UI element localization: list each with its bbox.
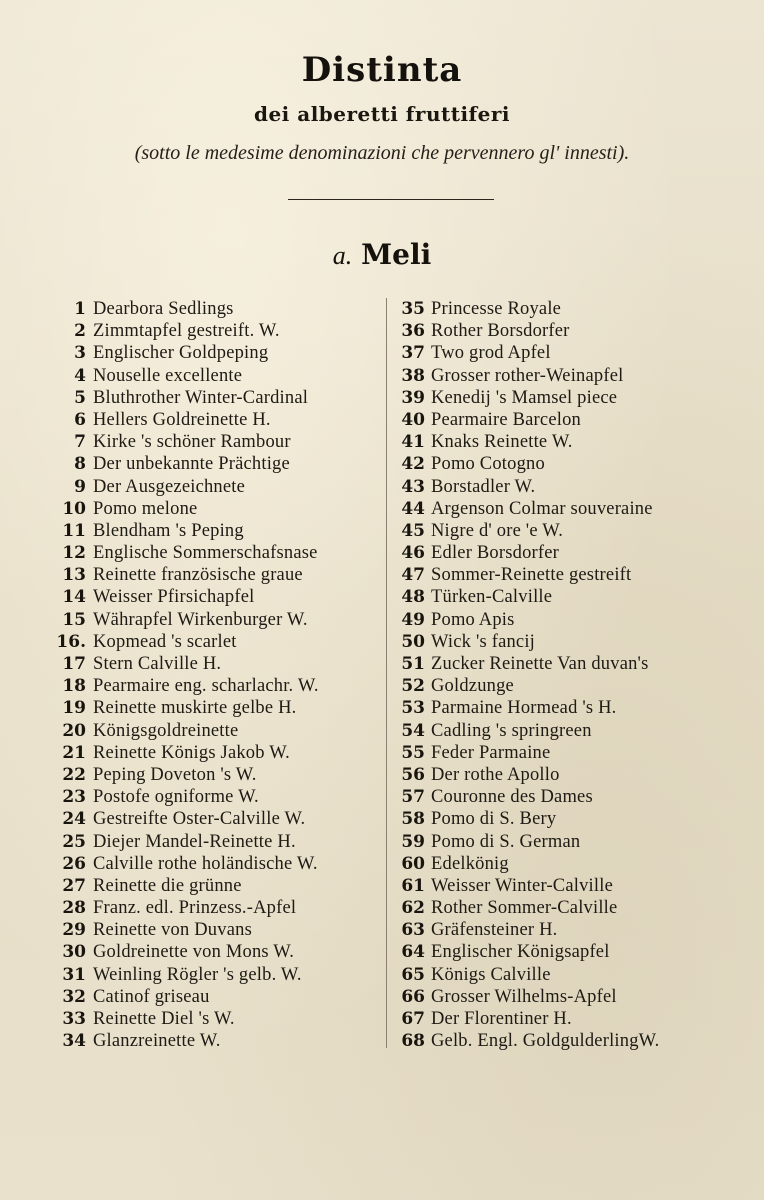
document-subtitle: dei alberetti fruttiferi xyxy=(253,102,511,126)
list-item xyxy=(52,431,382,453)
list-item xyxy=(52,498,382,520)
list-item xyxy=(52,764,382,786)
item-number: 29 xyxy=(62,920,86,941)
list-item xyxy=(52,342,382,364)
item-name: Gräfensteiner H. xyxy=(431,920,558,941)
list-item xyxy=(392,342,718,364)
list-item xyxy=(52,365,382,387)
item-number: 28 xyxy=(62,898,86,919)
item-number: 44 xyxy=(401,498,425,519)
list-item xyxy=(392,542,718,564)
list-item xyxy=(392,897,718,919)
list-item xyxy=(52,986,382,1008)
item-number: 32 xyxy=(62,986,86,1007)
item-number: 48 xyxy=(401,587,425,608)
item-number: 33 xyxy=(62,1009,86,1029)
item-name: Two grod Apfel xyxy=(431,343,551,364)
item-number: 63 xyxy=(401,920,425,941)
item-name: Franz. edl. Prinzess.-Apfel xyxy=(93,898,297,919)
list-item xyxy=(52,675,382,697)
document-title: Distinta xyxy=(301,50,463,90)
list-item xyxy=(392,764,718,786)
list-item xyxy=(52,542,382,564)
list-item xyxy=(52,786,382,808)
item-name: Hellers Goldreinette H. xyxy=(93,409,271,430)
left-column-list xyxy=(52,298,382,1052)
item-number: 37 xyxy=(401,343,425,364)
item-name: Reinette Königs Jakob W. xyxy=(93,742,290,763)
section-header xyxy=(0,238,764,271)
item-name: Nouselle excellente xyxy=(93,365,243,386)
list-item xyxy=(52,941,382,963)
item-name: Türken-Calville xyxy=(431,587,553,608)
item-number: 43 xyxy=(401,476,425,497)
document-note: (sotto le medesime denominazioni che pervennero gl' innesti). xyxy=(134,142,630,164)
column-divider xyxy=(386,298,387,1048)
item-name: Kirke 's schöner Rambour xyxy=(93,432,291,453)
list-item xyxy=(52,564,382,586)
item-name: Rother Borsdorfer xyxy=(431,321,570,342)
list-item xyxy=(52,631,382,653)
item-number: 39 xyxy=(401,387,425,408)
item-name: Englischer Goldpeping xyxy=(93,343,269,364)
item-name: Pearmaire Barcelon xyxy=(431,409,581,430)
item-number: 9 xyxy=(74,476,86,497)
item-number: 64 xyxy=(401,942,425,963)
item-number: 19 xyxy=(62,698,86,719)
list-item xyxy=(52,742,382,764)
list-item xyxy=(52,1008,382,1030)
list-item xyxy=(392,609,718,631)
list-item xyxy=(392,453,718,475)
section-heading: Meli xyxy=(361,238,432,271)
item-number: 34 xyxy=(62,1031,86,1052)
item-name: Der unbekannte Prächtige xyxy=(93,454,290,475)
item-number: 4 xyxy=(74,365,86,386)
section-letter: a. xyxy=(332,241,353,270)
item-number: 47 xyxy=(401,565,425,586)
list-item xyxy=(392,720,718,742)
list-item xyxy=(392,964,718,986)
list-item xyxy=(52,697,382,719)
list-item xyxy=(392,653,718,675)
item-number: 52 xyxy=(401,676,425,697)
list-item xyxy=(52,453,382,475)
list-item xyxy=(392,631,718,653)
item-number: 13 xyxy=(62,565,86,586)
item-name: Argenson Colmar souveraine xyxy=(431,498,653,519)
item-number: 68 xyxy=(401,1031,425,1052)
item-name: Reinette von Duvans xyxy=(93,920,252,941)
item-number: 17 xyxy=(62,654,86,674)
item-number: 54 xyxy=(401,720,425,741)
item-number: 12 xyxy=(62,543,86,564)
item-name: Borstadler W. xyxy=(431,476,536,497)
list-item xyxy=(392,986,718,1008)
item-name: Glanzreinette W. xyxy=(93,1031,221,1052)
item-name: Pomo di S. Bery xyxy=(431,809,557,830)
list-item xyxy=(52,409,382,431)
item-name: Edelkönig xyxy=(431,853,509,874)
list-item xyxy=(392,586,718,608)
list-item xyxy=(392,520,718,542)
item-number: 57 xyxy=(401,787,425,808)
item-name: Königsgoldreinette xyxy=(93,720,239,741)
item-number: 20 xyxy=(62,720,86,741)
item-name: Grosser rother-Weinapfel xyxy=(431,365,624,386)
item-number: 30 xyxy=(62,942,86,963)
list-item xyxy=(52,853,382,875)
item-number: 61 xyxy=(401,875,425,896)
item-number: 14 xyxy=(62,587,86,608)
list-item xyxy=(52,919,382,941)
item-name: Weisser Winter-Calville xyxy=(431,875,613,896)
item-name: Feder Parmaine xyxy=(431,742,551,763)
item-number: 59 xyxy=(401,831,425,852)
item-name: Reinette die grünne xyxy=(93,875,242,896)
list-item xyxy=(52,320,382,342)
list-item xyxy=(392,298,718,320)
item-number: 35 xyxy=(401,299,425,319)
list-item xyxy=(392,1030,718,1052)
item-number: 18 xyxy=(62,676,86,697)
item-name: Englischer Königsapfel xyxy=(431,942,610,963)
list-item xyxy=(52,808,382,830)
item-number: 50 xyxy=(401,631,425,652)
list-item xyxy=(392,365,718,387)
list-item xyxy=(52,897,382,919)
item-name: Weinling Rögler 's gelb. W. xyxy=(93,964,302,985)
item-number: 22 xyxy=(62,764,86,785)
right-column-list xyxy=(392,298,718,1052)
item-name: Knaks Reinette W. xyxy=(431,432,573,453)
item-name: Rother Sommer-Calville xyxy=(431,898,618,919)
item-name: Reinette Diel 's W. xyxy=(93,1009,235,1029)
item-number: 24 xyxy=(62,809,86,830)
list-item xyxy=(52,476,382,498)
item-number: 8 xyxy=(74,454,86,475)
item-number: 1 xyxy=(74,299,86,319)
list-item xyxy=(392,431,718,453)
item-name: Pomo melone xyxy=(93,498,198,519)
item-number: 2 xyxy=(74,321,86,342)
item-name: Pearmaire eng. scharlachr. W. xyxy=(93,676,319,697)
item-name: Stern Calville H. xyxy=(93,654,222,674)
item-number: 58 xyxy=(401,809,425,830)
item-name: Kopmead 's scarlet xyxy=(93,631,237,652)
item-name: Princesse Royale xyxy=(431,299,562,319)
list-item xyxy=(392,564,718,586)
horizontal-rule xyxy=(288,199,494,200)
item-number: 51 xyxy=(401,654,425,674)
item-number: 15 xyxy=(62,609,86,630)
item-name: Cadling 's springreen xyxy=(431,720,592,741)
item-number: 56 xyxy=(401,764,425,785)
item-name: Catinof griseau xyxy=(93,986,210,1007)
item-name: Der Ausgezeichnete xyxy=(93,476,246,497)
list-item xyxy=(52,875,382,897)
item-name: Nigre d' ore 'e W. xyxy=(431,520,564,541)
list-item xyxy=(52,520,382,542)
list-item xyxy=(52,720,382,742)
item-number: 6 xyxy=(74,409,86,430)
item-name: Pomo di S. German xyxy=(431,831,581,852)
item-number: 27 xyxy=(62,875,86,896)
item-number: 16. xyxy=(56,631,86,652)
item-number: 60 xyxy=(401,853,425,874)
item-number: 5 xyxy=(74,387,86,408)
item-name: Zucker Reinette Van duvan's xyxy=(431,654,649,674)
item-number: 55 xyxy=(401,742,425,763)
item-name: Pomo Cotogno xyxy=(431,454,545,475)
item-number: 38 xyxy=(401,365,425,386)
list-item xyxy=(392,941,718,963)
list-item xyxy=(392,675,718,697)
item-number: 21 xyxy=(62,742,86,763)
list-item xyxy=(392,786,718,808)
item-number: 53 xyxy=(401,698,425,719)
item-number: 67 xyxy=(401,1009,425,1029)
item-number: 42 xyxy=(401,454,425,475)
list-item xyxy=(392,1008,718,1030)
item-number: 41 xyxy=(401,432,425,453)
list-item xyxy=(52,387,382,409)
item-number: 46 xyxy=(401,543,425,564)
item-name: Bluthrother Winter-Cardinal xyxy=(93,387,309,408)
item-name: Der Florentiner H. xyxy=(431,1009,572,1029)
item-name: Couronne des Dames xyxy=(431,787,593,808)
item-name: Sommer-Reinette gestreift xyxy=(431,565,632,586)
item-name: Der rothe Apollo xyxy=(431,764,560,785)
item-name: Zimmtapfel gestreift. W. xyxy=(93,321,280,342)
item-name: Weisser Pfirsichapfel xyxy=(93,587,255,608)
item-number: 11 xyxy=(62,520,86,541)
item-number: 49 xyxy=(401,609,425,630)
item-number: 65 xyxy=(401,964,425,985)
list-item xyxy=(392,808,718,830)
list-item xyxy=(392,387,718,409)
list-item xyxy=(392,853,718,875)
item-name: Goldreinette von Mons W. xyxy=(93,942,295,963)
list-item xyxy=(392,875,718,897)
item-number: 31 xyxy=(62,964,86,985)
list-item xyxy=(52,653,382,675)
item-number: 23 xyxy=(62,787,86,808)
item-number: 40 xyxy=(401,409,425,430)
item-name: Reinette muskirte gelbe H. xyxy=(93,698,297,719)
item-number: 36 xyxy=(401,321,425,342)
item-number: 10 xyxy=(62,498,86,519)
item-name: Peping Doveton 's W. xyxy=(93,764,257,785)
item-name: Pomo Apis xyxy=(431,609,515,630)
list-item xyxy=(52,298,382,320)
item-number: 3 xyxy=(74,343,86,364)
item-number: 25 xyxy=(62,831,86,852)
item-name: Diejer Mandel-Reinette H. xyxy=(93,831,296,852)
list-item xyxy=(52,586,382,608)
item-name: Postofe ogniforme W. xyxy=(93,787,259,808)
list-item xyxy=(392,498,718,520)
list-item xyxy=(52,1030,382,1052)
item-name: Währapfel Wirkenburger W. xyxy=(93,609,308,630)
list-item xyxy=(52,609,382,631)
item-name: Königs Calville xyxy=(431,964,551,985)
list-item xyxy=(392,409,718,431)
item-number: 45 xyxy=(401,520,425,541)
item-number: 66 xyxy=(401,986,425,1007)
item-number: 7 xyxy=(74,432,86,453)
item-name: Kenedij 's Mamsel piece xyxy=(431,387,618,408)
item-name: Reinette französische graue xyxy=(93,565,303,586)
item-name: Blendham 's Peping xyxy=(93,520,244,541)
item-name: Englische Sommerschafsnase xyxy=(93,543,318,564)
list-item xyxy=(52,831,382,853)
item-name: Calville rothe holändische W. xyxy=(93,853,318,874)
item-name: Gestreifte Oster-Calville W. xyxy=(93,809,306,830)
item-number: 26 xyxy=(62,853,86,874)
item-name: Edler Borsdorfer xyxy=(431,543,560,564)
item-name: Gelb. Engl. GoldgulderlingW. xyxy=(431,1031,660,1052)
list-item xyxy=(392,697,718,719)
list-item xyxy=(392,919,718,941)
list-item xyxy=(392,742,718,764)
item-name: Grosser Wilhelms-Apfel xyxy=(431,986,617,1007)
item-name: Wick 's fancij xyxy=(431,631,536,652)
list-item xyxy=(52,964,382,986)
list-item xyxy=(392,831,718,853)
item-name: Goldzunge xyxy=(431,676,514,697)
item-number: 62 xyxy=(401,898,425,919)
item-name: Parmaine Hormead 's H. xyxy=(431,698,617,719)
list-item xyxy=(392,476,718,498)
item-name: Dearbora Sedlings xyxy=(93,299,234,319)
list-item xyxy=(392,320,718,342)
